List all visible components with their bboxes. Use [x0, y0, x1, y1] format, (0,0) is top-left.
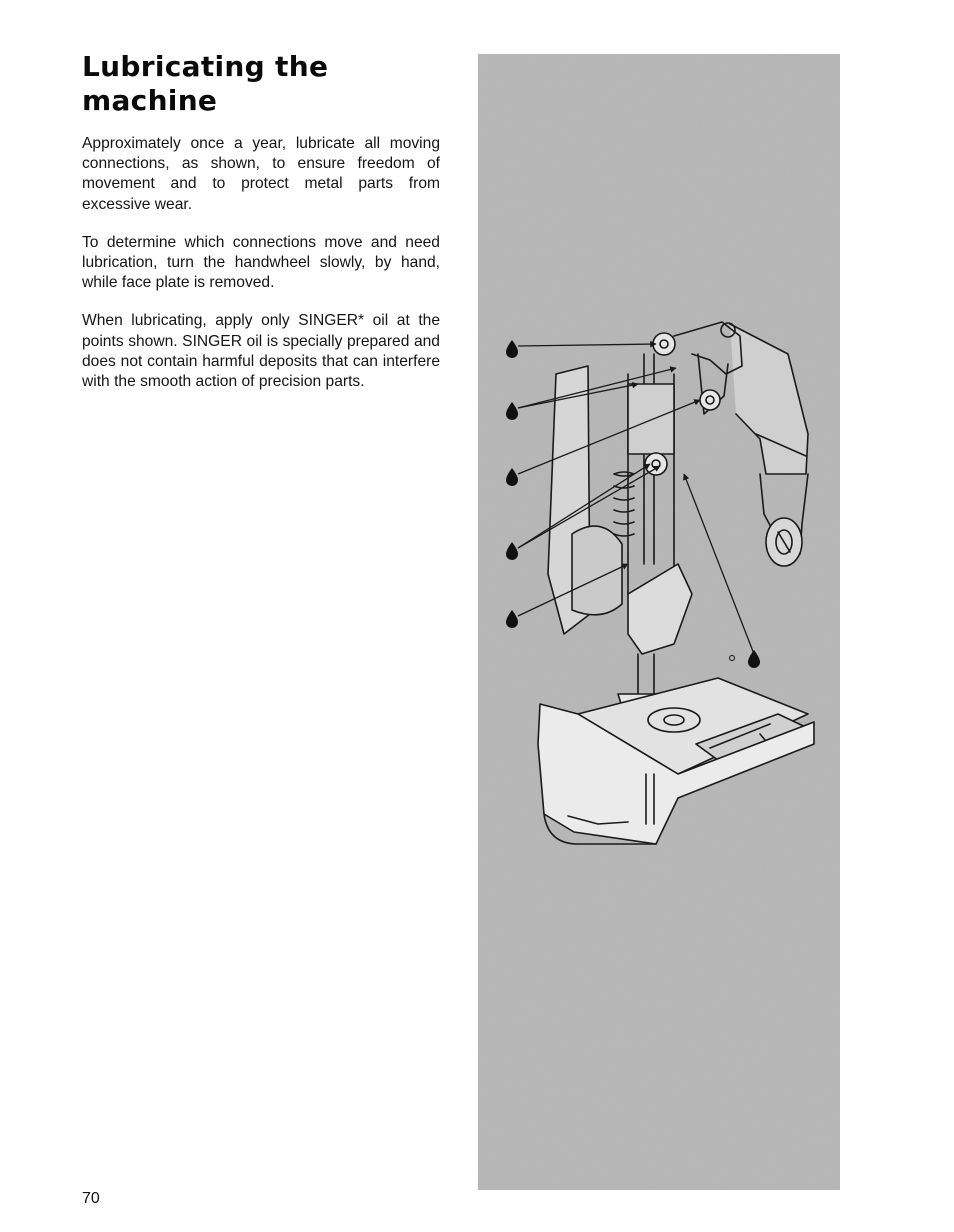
page-number: 70: [82, 1190, 100, 1207]
body-text: [82, 134, 440, 410]
crank-link: [700, 390, 720, 410]
sewing-machine-lubrication-illustration: [478, 54, 840, 1190]
paragraph-2: To determine which connections move and need lubrication, turn the handwheel slowly, by hand, while face plate is removed.: [82, 233, 440, 292]
paragraph-3: When lubricating, apply only SINGER* oil at the points shown. SINGER oil is specially prepared and does not contain harmful deposits that can interfere with the smooth action of precision parts.: [82, 312, 440, 391]
top-link: [653, 333, 675, 355]
paragraph-1: Approximately once a year, lubricate all moving connections, as shown, to ensure freedom of movement and to protect metal parts from excessive wear.: [82, 135, 440, 213]
page-title: Lubricating the machine: [82, 50, 329, 117]
